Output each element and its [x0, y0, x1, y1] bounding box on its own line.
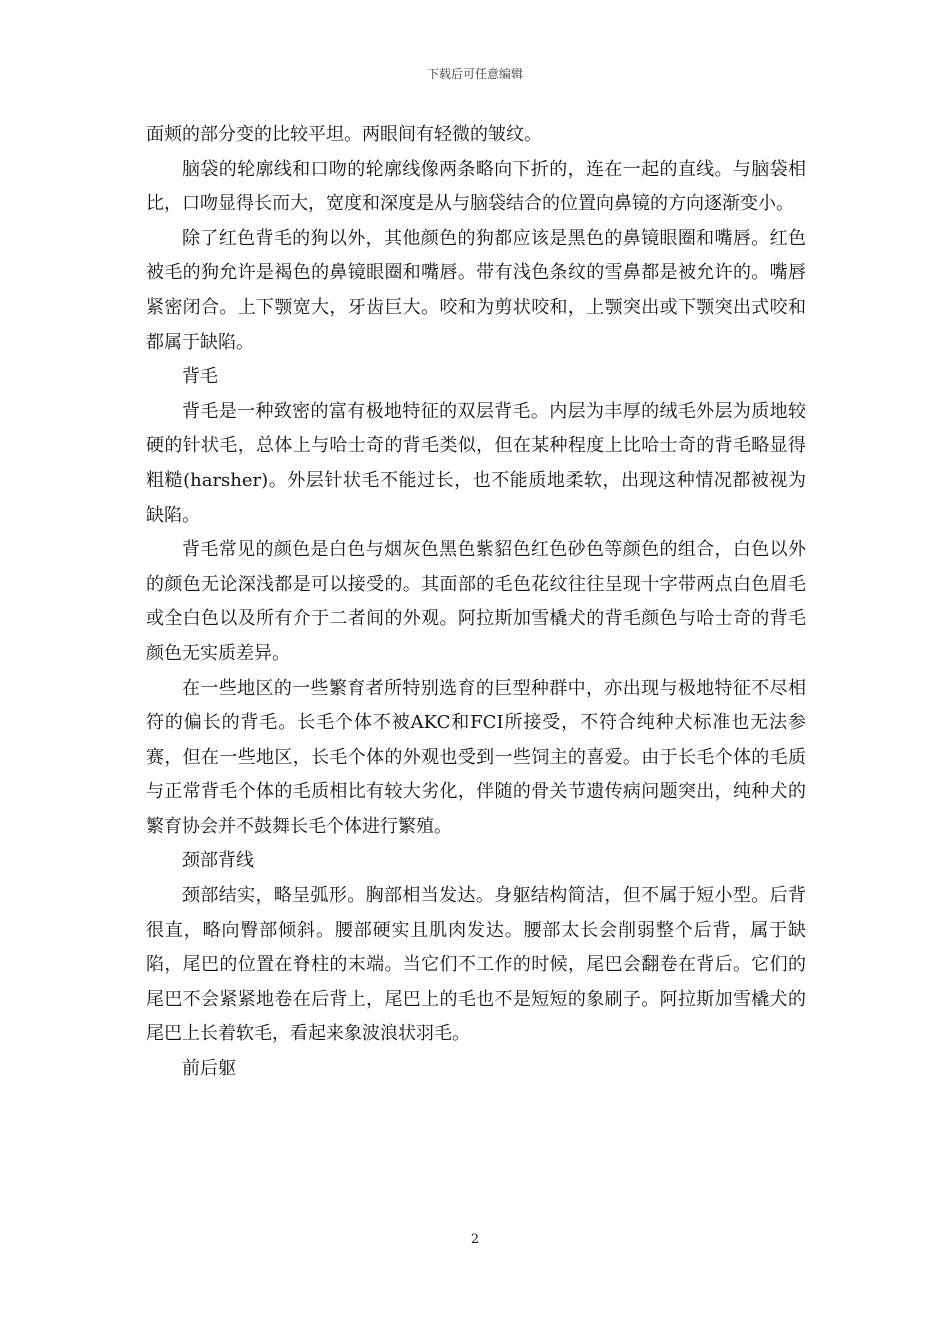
paragraph-coat-texture: 背毛是一种致密的富有极地特征的双层背毛。内层为丰厚的绒毛外层为质地较硬的针状毛，总体上与哈士奇的背毛类似，但在某种程度上比哈士奇的背毛略显得粗糙(harsher)。外层针状毛不能过长，也不能质地柔软，出现这种情况都被视为缺陷。	[146, 400, 806, 526]
page-header: 下载后可任意编辑	[426, 67, 523, 81]
section-heading-fore-hindquarters: 前后躯	[182, 1058, 236, 1080]
paragraph-coat-colors: 背毛常见的颜色是白色与烟灰色黑色紫貂色红色砂色等颜色的组合，白色以外的颜色无论深浅都是可以接受的。其面部的毛色花纹往往呈现十字带两点白色眉毛或全白色以及所有介于二者间的外观。阿拉斯加雪橇犬的背毛颜色与哈士奇的背毛颜色无实质差异。	[146, 539, 806, 664]
section-heading-neck-topline: 颈部背线	[182, 850, 254, 872]
paragraph-neck-body-tail: 颈部结实，略呈弧形。胸部相当发达。身躯结构简洁，但不属于短小型。后背很直，略向臀部倾斜。腰部硬实且肌肉发达。腰部太长会削弱整个后背，属于缺陷，尾巴的位置在脊柱的末端。当它们不工作的时候，尾巴会翻卷在背后。它们的尾巴不会紧紧地卷在后背上，尾巴上的毛也不是短短的象刷子。阿拉斯加雪橇犬的尾巴上长着软毛，看起来象波浪状羽毛。	[146, 885, 806, 1045]
paragraph-long-coat: 在一些地区的一些繁育者所特别选育的巨型种群中，亦出现与极地特征不尽相符的偏长的背毛。长毛个体不被AKC和FCI所接受，不符合纯种犬标准也无法参赛，但在一些地区，长毛个体的外观也受到一些饲主的喜爱。由于长毛个体的毛质与正常背毛个体的毛质相比有较大劣化，伴随的骨关节遗传病问题突出，纯种犬的繁育协会并不鼓舞长毛个体进行繁殖。	[146, 677, 806, 837]
paragraph-head-outline: 脑袋的轮廓线和口吻的轮廓线像两条略向下折的，连在一起的直线。与脑袋相比，口吻显得长而大，宽度和深度是从与脑袋结合的位置向鼻镜的方向逐渐变小。	[146, 158, 806, 215]
document-body	[146, 118, 806, 1087]
paragraph-nose-lips-bite: 除了红色背毛的狗以外，其他颜色的狗都应该是黑色的鼻镜眼圈和嘴唇。红色被毛的狗允许是褐色的鼻镜眼圈和嘴唇。带有浅色条纹的雪鼻都是被允许的。嘴唇紧密闭合。上下颚宽大，牙齿巨大。咬和为剪状咬和，上颚突出或下颚突出式咬和都属于缺陷。	[146, 227, 806, 353]
page-number: 2	[470, 1232, 480, 1247]
paragraph-face-continuation: 面颊的部分变的比较平坦。两眼间有轻微的皱纹。	[146, 124, 542, 145]
section-heading-coat: 背毛	[182, 366, 218, 388]
